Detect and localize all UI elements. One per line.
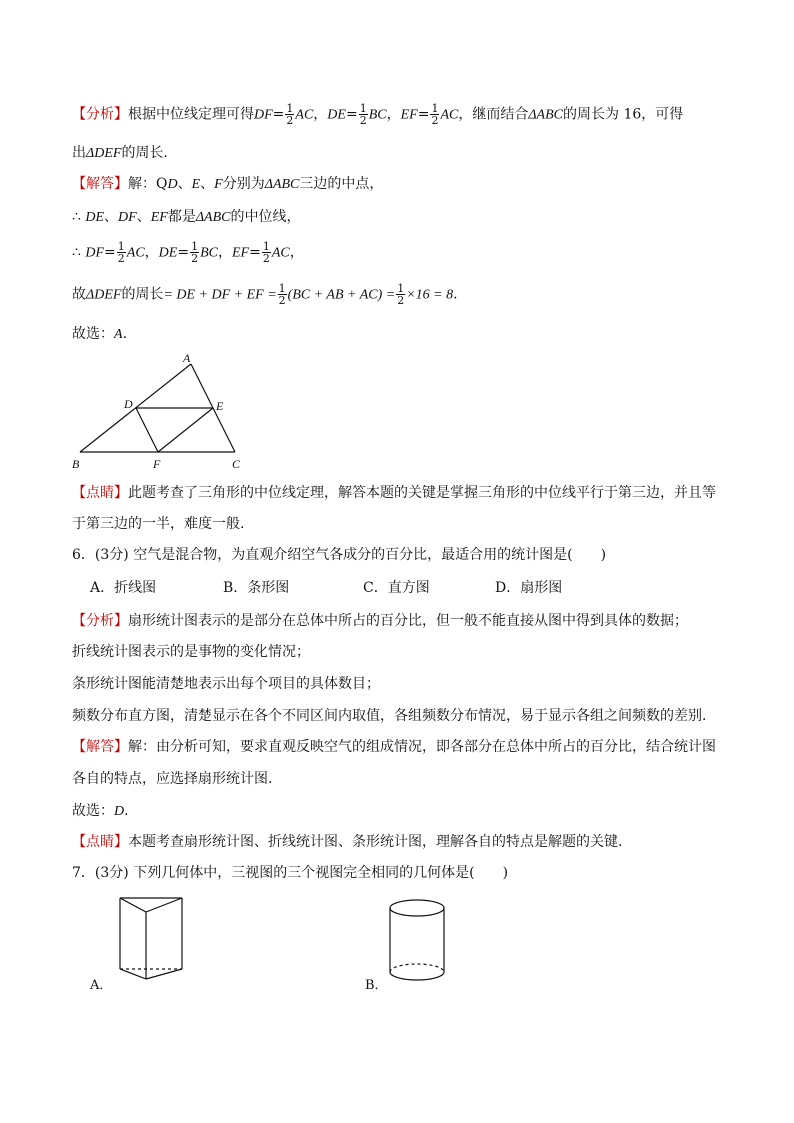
q6-solution-line2: 各自的特点，应选择扇形统计图. (72, 771, 273, 787)
q6-analysis-line4: 频数分布直方图，清楚显示在各个不同区间内取值，各组频数分布情况，易于显示各组之间频数的差别. (72, 708, 707, 724)
triangular-prism-figure (112, 892, 192, 982)
q6-solution-line1: 【解答】解：由分析可知，要求直观反映空气的组成情况，即各部分在总体中所占的百分比，结合统计图 (72, 739, 716, 755)
q6-option-a: A．折线图 (90, 580, 157, 596)
q6-options (90, 578, 562, 598)
fraction-half: $\frac{1}{2}$ (278, 282, 286, 307)
label-b: B (72, 457, 80, 471)
analysis-tag: 【分析】 (72, 106, 128, 123)
label-e: E (216, 399, 224, 413)
label-a: A (183, 351, 191, 365)
solution-tag: 【解答】 (72, 176, 128, 192)
cylinder-figure (384, 896, 454, 991)
fraction-half: $\frac{1}{2}$ (431, 102, 439, 127)
q5-answer: 故选：A. (72, 326, 128, 342)
q6-analysis-line1: 【分析】扇形统计图表示的是部分在总体中所占的百分比，但一般不能直接从图中得到具体的数据； (72, 613, 688, 629)
midline-df (136, 408, 158, 452)
q7-option-b-label: B． (365, 978, 388, 993)
triangle-midline-figure (68, 350, 268, 475)
fraction-half: $\frac{1}{2}$ (117, 240, 125, 265)
q5-solution-line3: ∴ DF= $\frac{1}{2}$ AC，DE= $\frac{1}{2}$ BC，EF= $\frac{1}{2}$ AC， (72, 240, 304, 265)
q7-stem: 7．(3分) 下列几何体中，三视图的三个视图完全相同的几何体是( ) (72, 865, 509, 881)
midline-ef (158, 408, 213, 452)
label-c: C (232, 457, 241, 471)
q6-comment: 【点睛】本题考查扇形统计图、折线统计图、条形统计图，理解各自的特点是解题的关键. (72, 834, 623, 850)
q7-option-a-label: A． (90, 978, 113, 993)
q6-answer: 故选：D. (72, 803, 129, 819)
fraction-half: $\frac{1}{2}$ (262, 240, 270, 265)
fraction-half: $\frac{1}{2}$ (359, 102, 367, 127)
q6-analysis-line3: 条形统计图能清楚地表示出每个项目的具体数目； (72, 676, 380, 692)
comment-tag: 【点睛】 (72, 485, 128, 501)
q5-solution-line1: 【解答】解：QD、E、F分别为ΔABC三边的中点， (72, 176, 384, 192)
q6-option-c: C．直方图 (363, 580, 430, 596)
q6-analysis-line2: 折线统计图表示的是事物的变化情况； (72, 644, 310, 660)
q5-analysis-line1: 【分析】根据中位线定理可得DF= $\frac{1}{2}$ AC，DE= $\frac{1}{2}$ BC，EF= $\frac{1}{2}$ AC，继而结合ΔABC的周长为 16，可得 (72, 102, 684, 127)
fraction-half: $\frac{1}{2}$ (191, 240, 199, 265)
label-f: F (153, 457, 161, 471)
label-d: D (124, 397, 133, 411)
fraction-half: $\frac{1}{2}$ (286, 102, 294, 127)
fraction-half: $\frac{1}{2}$ (397, 282, 405, 307)
q5-comment-line1: 【点睛】此题考查了三角形的中位线定理，解答本题的关键是掌握三角形的中位线平行于第三边，并且等 (72, 485, 716, 501)
q5-solution-line4: 故ΔDEF的周长= DE + DF + EF = $\frac{1}{2}$ (BC + AB + AC) = $\frac{1}{2}$ ×16 = 8. (72, 282, 458, 307)
q6-option-b: B．条形图 (223, 580, 290, 596)
q6-option-d: D．扇形图 (495, 580, 563, 596)
q5-comment-line2: 于第三边的一半，难度一般. (72, 516, 245, 532)
q6-stem: 6．(3分) 空气是混合物，为直观介绍空气各成分的百分比，最适合用的统计图是( ) (72, 547, 607, 563)
q5-analysis-line2: 出ΔDEF的周长. (72, 145, 168, 161)
q5-solution-line2: ∴ DE、DF、EF都是ΔABC的中位线， (72, 209, 301, 225)
